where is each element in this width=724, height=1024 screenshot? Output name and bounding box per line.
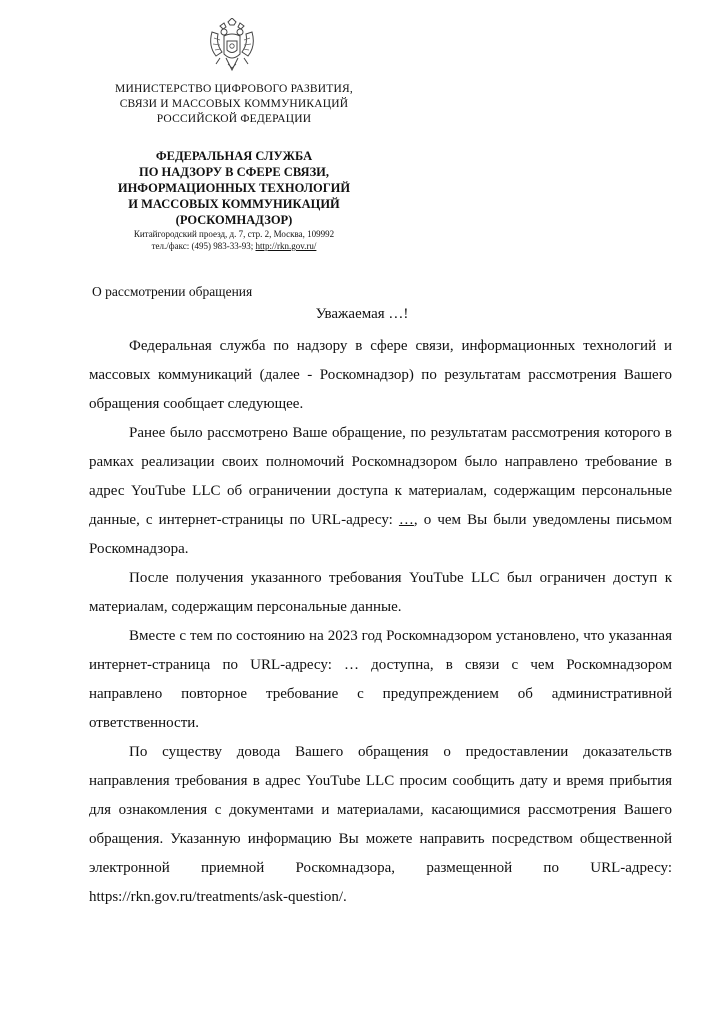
paragraph-text: , о чем Вы были уведомлены письмом Роскомнадзора. [89, 512, 672, 557]
russian-coat-of-arms-icon [206, 18, 258, 76]
letter-subject: О рассмотрении обращения [92, 284, 253, 299]
ministry-line: РОССИЙСКОЙ ФЕДЕРАЦИИ [156, 113, 312, 125]
agency-address [84, 228, 384, 252]
agency-line: ФЕДЕРАЛЬНАЯ СЛУЖБА [155, 149, 313, 163]
paragraph: По существу довода Вашего обращения о предоставлении доказательств направления требования в адрес YouTube LLC просим сообщить дату и время прибытия для ознакомления с документами и материалами, касающимися рассмотрения Вашего обращения. Указанную информацию Вы можете направить посредством общественной электронной приемной Роскомнадзора, размещенной по URL-адресу: https://rkn.gov.ru/treatments/ask-question/. [89, 744, 672, 905]
letter-salutation: Уважаемая …! [315, 306, 409, 322]
address-line: Китайгородский проезд, д. 7, стр. 2, Москва, 109992 [133, 229, 335, 239]
paragraph: Вместе с тем по состоянию на 2023 год Роскомнадзором установлено, что указанная интернет-страница по URL-адресу: … доступна, в связи с чем Роскомнадзором направлено повторное требование с предупреждением об административной ответственности. [89, 628, 672, 731]
url-placeholder-link[interactable]: … [398, 512, 414, 528]
ministry-name [84, 82, 384, 127]
agency-line: И МАССОВЫХ КОММУНИКАЦИЙ [128, 197, 340, 211]
agency-line: ИНФОРМАЦИОННЫХ ТЕХНОЛОГИЙ [117, 181, 351, 195]
phone-text: тел./факс: (495) 983-33-93; [151, 241, 256, 251]
ministry-line: МИНИСТЕРСТВО ЦИФРОВОГО РАЗВИТИЯ, [115, 83, 353, 95]
ministry-line: СВЯЗИ И МАССОВЫХ КОММУНИКАЦИЙ [119, 98, 349, 110]
paragraph [89, 419, 672, 564]
agency-line: ПО НАДЗОРУ В СФЕРЕ СВЯЗИ, [138, 165, 330, 179]
contact-line [84, 240, 384, 252]
paragraph: После получения указанного требования YouTube LLC был ограничен доступ к материалам, содержащим персональные данные. [89, 570, 672, 615]
agency-name [84, 148, 384, 228]
site-link[interactable]: http://rkn.gov.ru/ [255, 241, 317, 251]
paragraph: Федеральная служба по надзору в сфере связи, информационных технологий и массовых коммуникаций (далее - Роскомнадзор) по результатам рассмотрения Вашего обращения сообщает следующее. [89, 338, 672, 412]
paragraph-text: Ранее было рассмотрено Ваше обращение, по результатам рассмотрения которого в рамках реализации своих полномочий Роскомнадзором было направлено требование в адрес YouTube LLC об ограничении доступа к материалам, содержащим персональные данные, с интернет-страницы по URL-адресу: [89, 425, 672, 528]
agency-line: (РОСКОМНАДЗОР) [175, 213, 293, 227]
letter-body [89, 332, 672, 912]
